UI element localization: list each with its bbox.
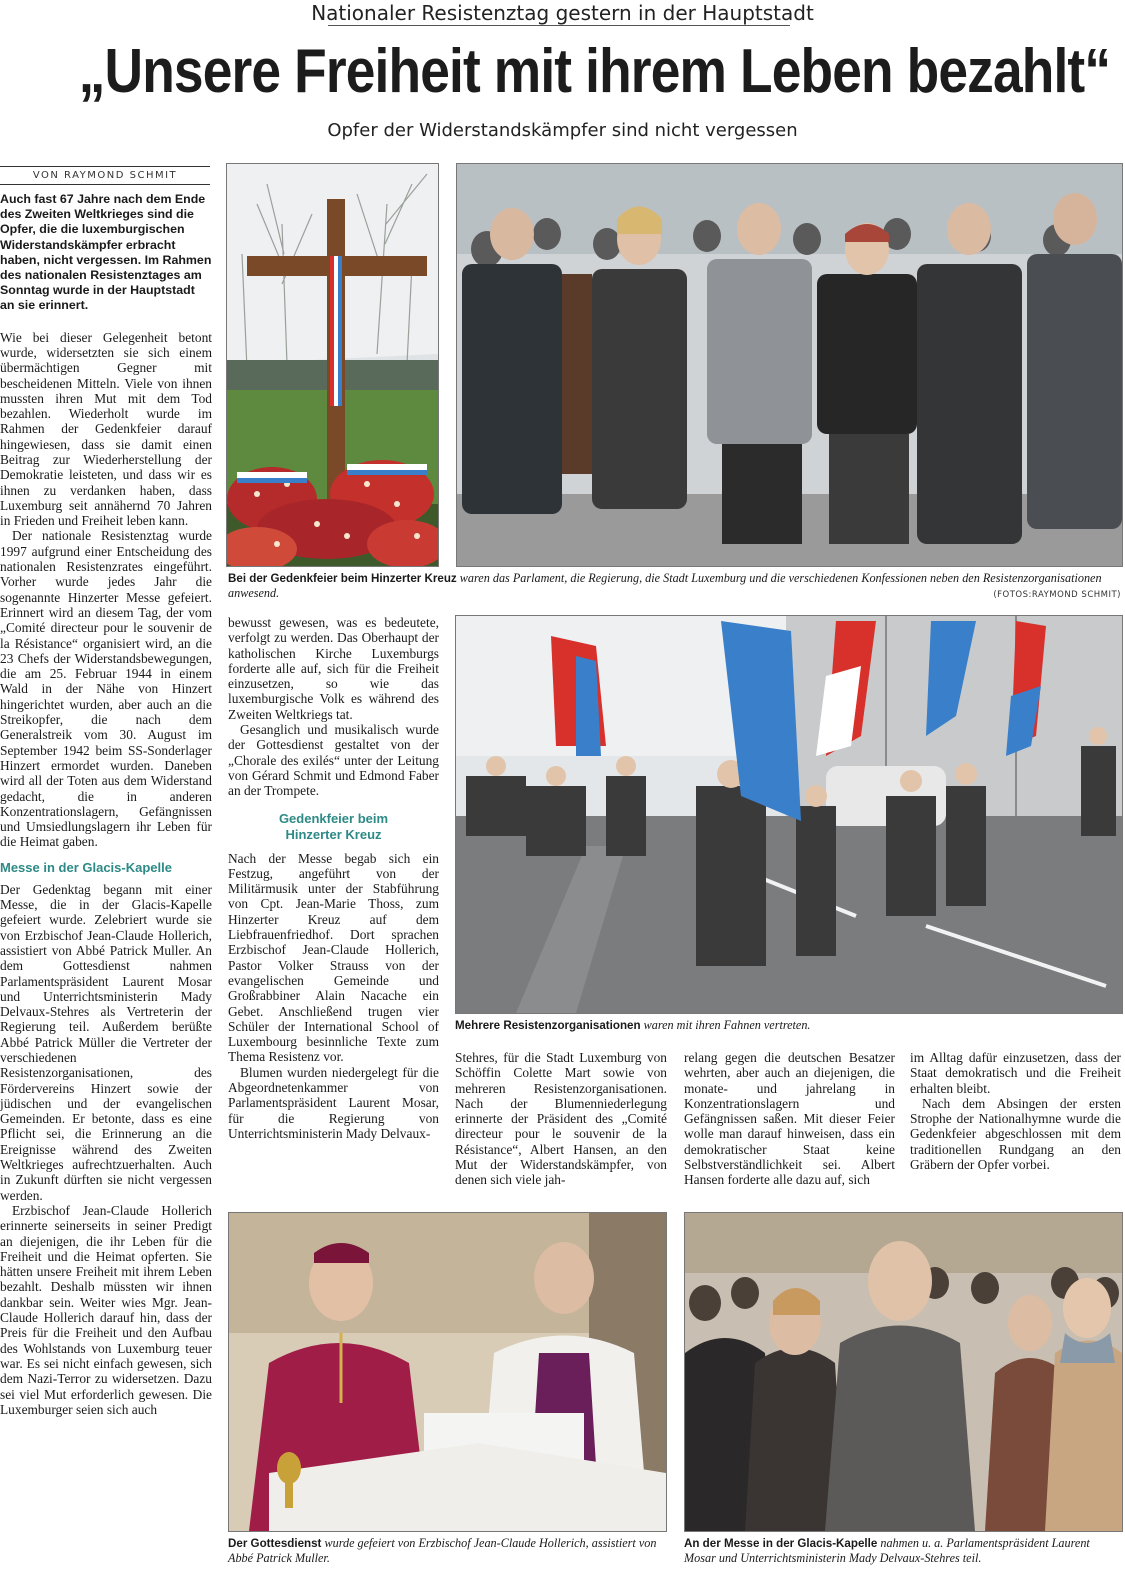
photo-hinzerter-cross <box>226 163 439 567</box>
paragraph: Gesanglich und musikalisch wurde der Gottesdienst gestaltet von der „Chorale des exilés“ unter der Leitung von Gérard Schmit und Edmond Faber an der Trompete. <box>228 722 439 799</box>
article-lead: Auch fast 67 Jahre nach dem Ende des Zweiten Weltkrieges sind die Opfer, die die luxemburgischen Widerstandskämpfer erbracht haben, nicht vergessen. Im Rahmen des nationalen Resistenztages am Sonntag wurde in der Hauptstadt an sie erinnert. <box>0 192 212 313</box>
paragraph: bewusst gewesen, was es bedeutete, verfolgt zu werden. Das Oberhaupt der katholischen Kirche Luxemburgs forderte alle auf, sich für die Freiheit einzusetzen, so wie das luxemburgische Volk es während des Zweiten Weltkriegs tat. <box>228 615 439 722</box>
mass-photo-image <box>229 1213 666 1531</box>
byline-rule <box>0 166 210 167</box>
caption-text: wurde gefeiert von Erzbischof Jean-Claude Hollerich, assistiert von Abbé Patrick Muller. <box>228 1536 657 1565</box>
kicker: Nationaler Resistenztag gestern in der Hauptstadt <box>311 1 814 25</box>
subheading-hinzerter: Gedenkfeier beim Hinzerter Kreuz <box>278 810 389 842</box>
caption-text: nahmen u. a. Parlamentspräsident Laurent Mosar und Unterrichtsministerin Mady Delvaux-Stehres teil. <box>684 1536 1090 1565</box>
cross-photo-image <box>227 164 438 566</box>
column-1-body <box>0 330 212 1417</box>
photo-credit: (FOTOS:RAYMOND SCHMIT) <box>993 590 1121 600</box>
photo-flag-procession <box>455 615 1123 1014</box>
article-column-1 <box>0 192 212 1417</box>
caption-text: waren das Parlament, die Regierung, die Stadt Luxemburg und die verschiedenen Konfessionen neben den Resistenzorganisationen anwesend. <box>228 571 1102 600</box>
article-column-5 <box>910 1050 1121 1172</box>
paragraph: Der nationale Resistenztag wurde 1997 aufgrund einer Entscheidung des nationalen Resistenzrates eingeführt. Vorher wurde jedes Jahr die sogenannte Hinzerter Messe gefeiert. Erinnert wird an diesem Tag, der vom „Comité directeur pour le souvenir de la Résistance“ organisiert wird, an die 23 Chefs der Widerstandsbewegungen, die am 25. Februar 1944 in einem Wald in der Nähe von Hinzert hingerichtet wurden, aber auch an die Streikopfer, die nach dem Generalstreik vom 30. August im September 1942 beim SS-Sonderlager Hinzert ermordet wurden. Daneben wird all der Toten aus dem Widerstand gedacht, die in anderen Konzentrationslagern, Gefängnissen und Umsiedlungslagern ihr Leben für die Heimat gaben. <box>0 528 212 850</box>
photo-dignitaries <box>456 163 1123 567</box>
paragraph: im Alltag dafür einzusetzen, dass der Staat demokratisch und die Freiheit erhalten bleibt. <box>910 1050 1121 1096</box>
headline: „Unsere Freiheit mit ihrem Leben bezahlt“ <box>78 37 1111 106</box>
article-column-2 <box>228 615 439 1141</box>
kicker-rule <box>328 25 790 26</box>
article-column-3 <box>455 1050 667 1188</box>
caption-bold: An der Messe in der Glacis-Kapelle <box>684 1537 878 1550</box>
subheadline: Opfer der Widerstandskämpfer sind nicht vergessen <box>327 120 798 141</box>
caption-procession <box>455 1018 1121 1033</box>
paragraph: Nach der Messe begab sich ein Festzug, angeführt von der Militärmusik unter der Stabführung von Cpt. Jean-Marie Thoss, zum Hinzerter Kreuz auf dem Liebfrauenfriedhof. Dort sprachen Erzbischof Jean-Claude Hollerich, Pastor Volker Strauss von der evangelischen Gemeinde und Großrabbiner Alain Nacache ein Gebet. Anschließend trugen vier Schüler der International School of Luxembourg besinnliche Texte zum Thema Resistenz vor. <box>228 850 439 1065</box>
paragraph: Stehres, für die Stadt Luxemburg von Schöffin Colette Mart sowie von mehreren Resistenzorganisationen. Nach der Blumenniederlegung erinnerte der Präsident des „Comité directeur pour le souvenir de la Résistance“, Albert Hansen, an den Mut der Widerstandskämpfer, von denen sich viele jah- <box>455 1050 667 1188</box>
caption-bold: Der Gottesdienst <box>228 1537 322 1550</box>
paragraph: Blumen wurden niedergelegt für die Abgeordnetenkammer von Parlamentspräsident Laurent Mosar, für die Regierung von Unterrichtsministerin Mady Delvaux- <box>228 1064 439 1141</box>
caption-bold: Bei der Gedenkfeier beim Hinzerter Kreuz <box>228 572 457 585</box>
photo-mass <box>228 1212 667 1532</box>
byline: VON RAYMOND SCHMIT <box>32 170 178 181</box>
subheading-messe: Messe in der Glacis-Kapelle <box>0 859 172 875</box>
caption-congregation <box>684 1536 1121 1565</box>
paragraph: Nach dem Absingen der ersten Strophe der Nationalhymne wurde die Gedenkfeier abgeschlossen mit dem traditionellen Rundgang an den Gräbern der Opfer vorbei. <box>910 1095 1121 1173</box>
byline-rule-bottom <box>0 184 210 185</box>
photo-congregation <box>684 1212 1123 1532</box>
paragraph: relang gegen die deutschen Besatzer wehrten, aber auch an diejenigen, die monate- und jahrelang in Konzentrationslagern und Gefängnissen saßen. Mit dieser Feier wolle man darauf hinweisen, dass ein demokratischer Staat keine Selbstverständlichkeit sei. Albert Hansen forderte alle dazu auf, sich <box>684 1050 895 1188</box>
procession-photo-image <box>456 616 1122 1013</box>
caption-mass <box>228 1536 665 1565</box>
congregation-photo-image <box>685 1213 1122 1531</box>
dignitaries-photo-image <box>457 164 1122 566</box>
paragraph: Der Gedenktag begann mit einer Messe, die in der Glacis-Kapelle gefeiert wurde. Zelebriert wurde sie von Erzbischof Jean-Claude Hollerich, assistiert von Abbé Patrick Muller. An dem Gottesdienst nahmen Parlamentspräsident Laurent Mosar und Unterrichtsministerin Mady Delvaux-Stehres als Vertreterin der Regierung teil. Außerdem berüßte Abbé Patrick Müller die Vertreter der verschiedenen Resistenzorganisationen, des Fördervereins Hinzert sowie der jüdischen und der evangelischen Gemeinden. Er betonte, dass es eine Pflicht sei, die Erinnerung an die Ereignisse während des Zweiten Weltkrieges aufrechtzuerhalten. Auch in Zukunft dürften sie nicht vergessen werden. <box>0 881 212 1203</box>
caption-text: waren mit ihren Fahnen vertreten. <box>640 1018 811 1032</box>
caption-bold: Mehrere Resistenzorganisationen <box>455 1019 641 1032</box>
paragraph: Erzbischof Jean-Claude Hollerich erinnerte seinerseits in seiner Predigt an diejenigen, die ihr Leben für die Freiheit und die Heimat opferten. Sie hätten unsere Freiheit mit ihrem Leben bezahlt. Deshalb müssten wir ihnen dankbar sein. Weiter wies Mgr. Jean-Claude Hollerich darauf hin, dass der Preis für die Freiheit und den Aufbau des Wohlstands von Luxemburg teuer war. Es sei nicht einfach gewesen, sich dem Nazi-Terror zu widersetzen. Dazu sei viel Mut erforderlich gewesen. Die Luxemburger seien sich auch <box>0 1202 212 1417</box>
paragraph: Wie bei dieser Gelegenheit betont wurde, widersetzten sie sich einem übermächtigen Gegner mit bescheidenen Mitteln. Viele von ihnen mussten ihren Mut mit dem Tod bezahlen. Wiederholt wurde im Rahmen der Gedenkfeier darauf hingewiesen, dass sie damit einen Beitrag zur Wiederherstellung der Demokratie leisteten, und dass wir es ihnen zu verdanken haben, dass Luxemburg seit annähernd 70 Jahren in Frieden und Freiheit leben kann. <box>0 329 212 529</box>
article-column-4 <box>684 1050 895 1188</box>
